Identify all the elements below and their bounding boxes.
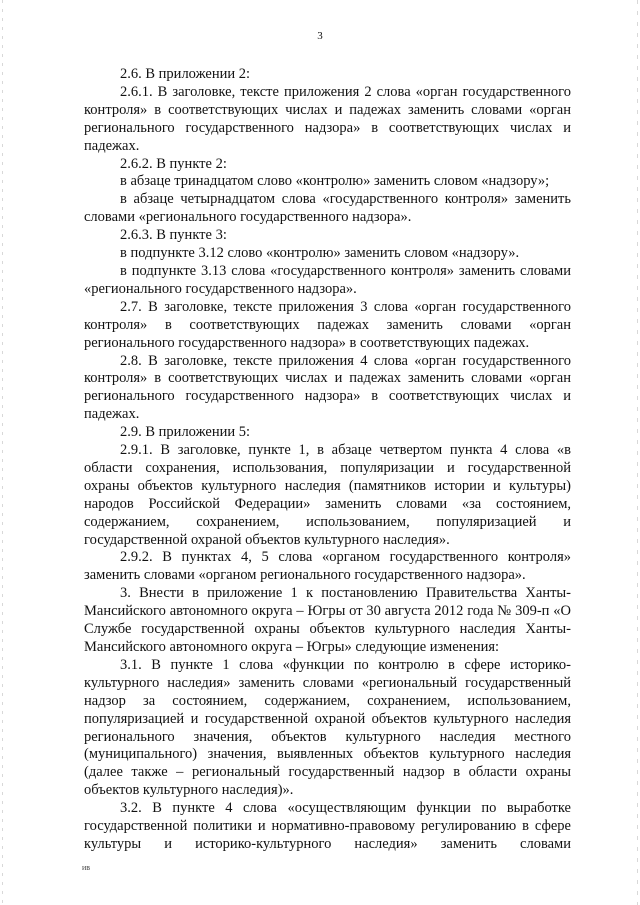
document-body bbox=[84, 66, 571, 854]
paragraph-2-6-3: 2.6.3. В пункте 3: bbox=[120, 227, 227, 244]
paragraph-2-6: 2.6. В приложении 2: bbox=[120, 66, 251, 82]
paragraph-2-6-2: 2.6.2. В пункте 2: bbox=[120, 155, 227, 172]
page-number: 3 bbox=[317, 30, 323, 42]
paragraph-3-2: 3.2. В пункте 4 слова «осуществляющим функции по выработке государственной политики и нормативно-правовому регулированию в сфере культуры и историко-культурного наследия» заменить словами bbox=[84, 800, 571, 852]
paragraph-2-7: 2.7. В заголовке, тексте приложения 3 слова «орган государственного контроля» в соответствующих падежах заменить словами «орган регионального государственного надзора» в соответствующих падежах. bbox=[84, 298, 571, 351]
scan-edge-right bbox=[637, 0, 638, 905]
paragraph-subpoint-3-13: в подпункте 3.13 слова «государственного контроля» заменить словами «регионального государственного надзора». bbox=[84, 262, 571, 297]
paragraph-2-9-1: 2.9.1. В заголовке, пункте 1, в абзаце четвертом пункта 4 слова «в области сохранения, использования, популяризации и государственной охраны объектов культурного наследия (памятников истории и культуры) народов Российской Федерации» заменить словами «за состоянием, содержанием, сохранением, использованием, популяризацией и государственной охраной объектов культурного наследия». bbox=[84, 442, 571, 548]
paragraph-2-9-2: 2.9.2. В пунктах 4, 5 слова «органом государственного контроля» заменить словами «органом регионального государственного надзора». bbox=[84, 549, 571, 584]
paragraph-subpoint-3-12: в подпункте 3.12 слово «контролю» заменить словом «надзору». bbox=[120, 245, 520, 262]
footer-initials: ив bbox=[82, 863, 91, 872]
paragraph-3-1: 3.1. В пункте 1 слова «функции по контролю в сфере историко-культурного наследия» заменить словами «региональный государственный надзор за состоянием, содержанием, сохранением, использованием, популяризацией и государственной охраной объектов культурного наследия регионального значения, объектов культурного наследия местного (муниципального) значения, выявленных объектов культурного наследия (далее также – региональный государственный надзор в области охраны объектов культурного наследия)». bbox=[84, 656, 571, 799]
paragraph-2-6-1: 2.6.1. В заголовке, тексте приложения 2 слова «орган государственного контроля» в соответствующих числах и падежах заменить словами «орган регионального государственного надзора» в соответствующих числах и падежах. bbox=[84, 83, 571, 154]
paragraph-2-9: 2.9. В приложении 5: bbox=[120, 424, 251, 441]
paragraph-abzac-14: в абзаце четырнадцатом слова «государственного контроля» заменить словами «регионального государственного надзора». bbox=[84, 191, 571, 226]
scan-edge-left bbox=[2, 0, 3, 905]
paragraph-3: 3. Внести в приложение 1 к постановлению Правительства Ханты-Мансийского автономного округа – Югры от 30 августа 2012 года № 309-п «О Службе государственной охраны объектов культурного наследия Ханты-Мансийского автономного округа – Югры» следующие изменения: bbox=[84, 585, 571, 655]
paragraph-2-8: 2.8. В заголовке, тексте приложения 4 слова «орган государственного контроля» в соответствующих числах и падежах заменить словами «орган регионального государственного надзора» в соответствующих числах и падежах. bbox=[84, 352, 571, 423]
paragraph-abzac-13: в абзаце тринадцатом слово «контролю» заменить словом «надзору»; bbox=[120, 173, 550, 190]
